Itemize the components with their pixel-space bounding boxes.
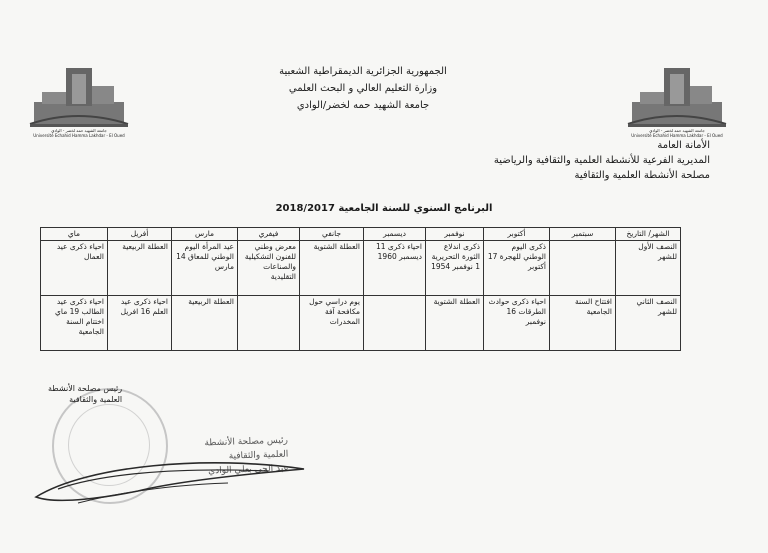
university-logo-left (20, 62, 138, 140)
table-cell: العطلة الشتوية (300, 241, 364, 296)
table-cell (364, 296, 426, 351)
table-cell: ذكرى اليوم الوطني للهجرة 17 أكتوبر (484, 241, 550, 296)
table-cell: النصف الثاني للشهر (616, 296, 681, 351)
annual-program-table (40, 227, 681, 351)
table-cell: احياء ذكرى عيد العلم 16 افريل (108, 296, 172, 351)
header-cell: مارس (172, 228, 238, 241)
table-cell: العطلة الشتوية (426, 296, 484, 351)
header-cell: فيفري (238, 228, 300, 241)
table-cell: احياء ذكرى عيد العمال (41, 241, 108, 296)
sub-directorate: المديرية الفرعية للأنشطة العلمية والثقافية والرياضية (493, 155, 710, 166)
header-cell: سبتمبر (550, 228, 616, 241)
header-ministry: وزارة التعليم العالي و البحث العلمي (288, 83, 438, 94)
logo-name-arabic: جامعة الشهيد حمه لخضر - الوادي (649, 128, 705, 133)
stamp-line: رئيس مصلحة الأنشطة (204, 435, 289, 449)
document-title: البرنامج السنوي للسنة الجامعية 2018/2017 (275, 203, 493, 214)
stamp-line: العلمية والثقافية (228, 449, 289, 462)
table-cell: معرض وطني للفنون التشكيلية والصناعات التقليدية (238, 241, 300, 296)
table-cell (550, 241, 616, 296)
table-header-row (41, 228, 681, 241)
header-university: جامعة الشهيد حمه لخضر/الوادي (296, 100, 430, 111)
table-cell: العطلة الربيعية (108, 241, 172, 296)
table-cell: احياء ذكرى 11 ديسمبر 1960 (364, 241, 426, 296)
header-cell: ماي (41, 228, 108, 241)
table-row (41, 296, 681, 351)
header-cell: الشهر/ التاريخ (616, 228, 681, 241)
header-republic: الجمهورية الجزائرية الديمقراطية الشعبية (279, 66, 447, 77)
logo-name-arabic: جامعة الشهيد حمه لخضر - الوادي (51, 128, 107, 133)
table-cell: عيد المرأة اليوم الوطني للمعاق 14 مارس (172, 241, 238, 296)
header-cell: جانفي (300, 228, 364, 241)
header-cell: أفريل (108, 228, 172, 241)
secretariat-general: الأمانة العامة (657, 140, 710, 151)
table-cell: احياء ذكرى عيد الطالب 19 ماي اختتام السنة الجامعية (41, 296, 108, 351)
header-cell: ديسمبر (364, 228, 426, 241)
table-cell: النصف الأول للشهر (616, 241, 681, 296)
table-cell: العطلة الربيعية (172, 296, 238, 351)
signatory-title (48, 383, 122, 405)
signatory-title-line: رئيس مصلحة الأنشطة (48, 384, 123, 393)
table-cell: افتتاح السنة الجامعية (550, 296, 616, 351)
stamp-line: عبد الحي بعلي الوادي (208, 463, 290, 477)
handwritten-signature (18, 415, 318, 515)
header-cell: نوفمبر (426, 228, 484, 241)
building-logo-icon (618, 62, 736, 128)
table-cell: ذكرى اندلاع الثورة التحريرية 1 نوفمبر 1954 (426, 241, 484, 296)
signatory-title-line: العلمية والثقافية (69, 395, 123, 404)
table-cell: يوم دراسي حول مكافحة آفة المخدرات (300, 296, 364, 351)
building-logo-icon (20, 62, 138, 128)
activities-service: مصلحة الأنشطة العلمية والثقافية (574, 170, 710, 181)
logo-name-latin: Université Echahid Hamma Lakhdar - El Oued (33, 133, 125, 138)
header-cell: أكتوبر (484, 228, 550, 241)
university-logo-right (618, 62, 736, 140)
logo-name-latin: Université Echahid Hamma Lakhdar - El Oued (631, 133, 723, 138)
table-row (41, 241, 681, 296)
table-cell: احياء ذكرى حوادث الطرقات 16 نوفمبر (484, 296, 550, 351)
table-cell (238, 296, 300, 351)
